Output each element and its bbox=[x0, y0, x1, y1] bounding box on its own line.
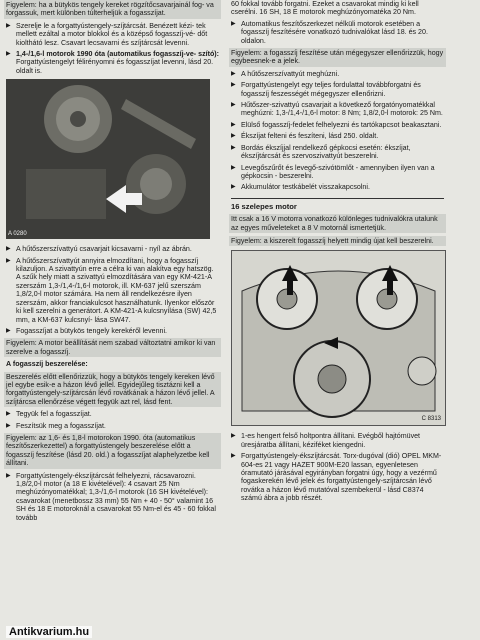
engine-photo bbox=[6, 79, 210, 239]
note-check-marks: Figyelem: a fogasszíj feszítése után mégegyszer ellenőrizzük, hogy egybeesnek-e a jelek. bbox=[229, 48, 446, 67]
subheading-install: A fogasszíj beszerelése: bbox=[6, 360, 88, 369]
note-new-belt: Figyelem: a kiszerelt fogasszíj helyett mindig újat kell beszerelni. bbox=[229, 236, 446, 246]
section-title: 16 szelepes motor bbox=[231, 201, 297, 211]
arrow-bullet-icon: ▶ bbox=[6, 327, 11, 334]
arrow-bullet-icon: ▶ bbox=[231, 433, 236, 440]
bullet-item: ▶ 1,4-/1,6-l motorok 1990 óta (automatikus fogasszíj-ve- szító): Forgattyústengelyt félirényomni és fogasszíjat levenni, lásd 20. oldalt is. bbox=[6, 50, 220, 75]
left-column bbox=[6, 0, 219, 525]
bullet-item: ▶ Automatikus feszítőszerkezet nélküli motorok esetében a fogasszíj feszítésére vonatkozó tudnivalókat lásd 18. és 20. oldalon. bbox=[231, 19, 428, 45]
bullet-item: ▶ Bordás ékszíjjal rendelkező gépkocsi esetén: ékszíjat, ékszíjtárcsát és szervoszivattyút beszerelni. bbox=[231, 143, 411, 161]
bullet-item: ▶ Hűtőszer-szivattyú csavarjait a következő forgatónyomatékkal meghúzni: 1,3-/1,4-/1,6-l motor: 8 Nm; 1,8/2,0-l motorok: 25 Nm. bbox=[231, 101, 443, 118]
bullet-item: ▶ Akkumulátor testkábelét visszakapcsolni. bbox=[231, 183, 370, 192]
arrow-bullet-icon: ▶ bbox=[231, 70, 236, 77]
arrow-bullet-icon: ▶ bbox=[231, 453, 236, 460]
right-column bbox=[231, 0, 444, 506]
watermark-label: Antikvarium.hu bbox=[6, 626, 92, 638]
install-paragraph: Beszerelés előtt ellenőrizzük, hogy a bütykös tengely kereken lévő jel egybe esik-e a házon lévő jellel. Egyidejűleg tisztázni kell a forgattyústengely-szíjtárcsán lévő rovátkának a házon lévő jellel. A szíjtárcsa ellenőrzése végett fegyük azt rel, lásd fent. bbox=[4, 372, 221, 408]
arrow-bullet-icon: ▶ bbox=[6, 22, 11, 29]
bullet-item: ▶ 1-es hengert felső holtpontra állítani. Evégből hajtómüvet üresjáratba állítani, kéziféket kiengedni. bbox=[231, 432, 421, 449]
bullet-item: ▶ Forgattyústengely-ékszíjtárcsát felhelyezni, rácsavarozni. 1,8/2,0-l motor (a 18 E kivételével): 4 csavart 25 Nm meghúzónyomatékkal; 1,3-/1,6-l motorok (16 SH kivételével): csavarokat (menetbossz 33 mm) 55 Nm + 40 - 50° valamint 16 SH és 18 E motoroknál a csavarokat 55 Nm-el és 45 - 60 fokkal tovább bbox=[6, 471, 216, 522]
note-warning: Figyelem: A motor beállítását nem szabad változtatni amikor ki van szerelve a fogasszíj. bbox=[4, 338, 221, 357]
arrow-bullet-icon: ▶ bbox=[6, 411, 11, 418]
bullet-item: ▶ Fogasszíjat a bütykös tengely kerekéről levenni. bbox=[6, 326, 168, 335]
diagram-caption: C 8313 bbox=[421, 415, 441, 422]
arrow-bullet-icon: ▶ bbox=[231, 82, 236, 89]
arrow-bullet-icon: ▶ bbox=[231, 133, 236, 140]
section-intro: Itt csak a 16 V motorra vonatkozó különleges tudnivalókra utalunk az egyes műveleteket a 8 V motornál ismertetjük. bbox=[229, 214, 446, 233]
bullet-item: ▶ Szerelje le a forgattyústengely-szíjtárcsát. Benézett kézi- tek mellett ezáltal a motor blokkol és a középső fogasszíj-vé- dőt kiolthátó lesz. Csavart lecsavarni és szíjtárcsát levenni. bbox=[6, 21, 208, 47]
bullet-item: ▶ Ékszíjat felteni és feszíteni, lásd 250. oldalt. bbox=[231, 132, 379, 141]
arrow-bullet-icon: ▶ bbox=[231, 20, 236, 27]
bullet-item: ▶ Levegőszűrőt és levegő-szivótömlőt - amennyiben ilyen van a gépkocsin - beszerelni. bbox=[231, 163, 435, 180]
section-divider bbox=[231, 198, 444, 199]
arrow-bullet-icon: ▶ bbox=[6, 257, 11, 264]
bullet-item: ▶ A hűtőszerszívattyút annyira elmozdítani, hogy a fogasszíj kilazuljon. A szivattyún erre a célra ki van alakítva egy hatszög. A szűk hely miatt a szivattyú elmozdítására van egy KM-421-A szerszám 1,3-/1,4-/1,6-l motorok, ill. KM-637 jelű szerszám 1,8/2,0-l motor számára. Ha nem áll rendelkezésre ilyen szerszám, akkor franciakulcsot használhatunk. Ilyenkor először ki kell szerelni a generátort. A KM-421-A kulcsnyílása (SW) 42,5 mm, a KM-637 kulcsnyí- lása SW47. bbox=[6, 256, 217, 324]
arrow-bullet-icon: ▶ bbox=[6, 51, 11, 58]
arrow-bullet-icon: ▶ bbox=[231, 144, 236, 151]
continued-paragraph: 60 fokkal tovább forgatni. Ezeket a csavarokat mindig ki kell cserélni. 16 SH, 18 E motorok meghúzónyomatéka 20 Nm. bbox=[231, 0, 419, 17]
engine-photo-illustration bbox=[6, 79, 210, 239]
timing-diagram-illustration bbox=[232, 251, 445, 425]
note-intro: Figyelem: ha a bütykös tengely kereket rögzítőcsavarjainál fog- va forgassuk, mert különben túlterheljük a fogasszíjat. bbox=[4, 0, 221, 19]
photo-caption: A 0280 bbox=[8, 230, 27, 237]
note-tensioner: Figyelem: az 1,6- és 1,8-l motorokon 1990. óta (automatikus feszítőszerkezettel) a forgattyústengely beszerelése előtt a fogasszíj feszítése (lásd 20. old.) a fogasszíjat alaphelyzetbe kell állítani. bbox=[4, 433, 221, 469]
arrow-bullet-icon: ▶ bbox=[231, 102, 236, 109]
bullet-item: ▶ A hűtőszerszívattyút meghúzni. bbox=[231, 69, 340, 78]
arrow-bullet-icon: ▶ bbox=[231, 121, 236, 128]
arrow-bullet-icon: ▶ bbox=[6, 472, 11, 479]
timing-diagram bbox=[231, 250, 446, 426]
arrow-bullet-icon: ▶ bbox=[6, 246, 11, 253]
arrow-bullet-icon: ▶ bbox=[231, 184, 236, 191]
arrow-bullet-icon: ▶ bbox=[6, 422, 11, 429]
bullet-item: ▶ Forgattyústengely-ékszíjtárcsát. Torx-dugóval (dió) OPEL MKM-604-es 21 vagy HAZET 900M-E20 lassan, egyenletesen óramutató járásával egyirányban forgatni úgy, hogy a vezérmű fogaskerekén lévő jelek és forgattyústengely-szíjtárcsán lévő rovátka a házon lévő mutatóval szembekerül - lásd C8374 számú ábra a jobb részét. bbox=[231, 452, 442, 503]
bullet-item: ▶ Feszítsük meg a fogasszíjat. bbox=[6, 421, 106, 430]
bullet-item: ▶ A hűtőszerszívattyú csavarjait kicsavarni - nyíl az ábrán. bbox=[6, 245, 192, 254]
bullet-item: ▶ Forgattyústengelyt egy teljes fordulattal továbbforgatni és fogasszíj feszességét mégegyszer ellenőrizni. bbox=[231, 81, 421, 98]
bullet-item: ▶ Elülső fogasszíj-fedelet felhelyezni és tartókapcsot beakasztani. bbox=[231, 120, 442, 129]
arrow-bullet-icon: ▶ bbox=[231, 164, 236, 171]
bullet-item: ▶ Tegyük fel a fogasszíjat. bbox=[6, 410, 92, 419]
